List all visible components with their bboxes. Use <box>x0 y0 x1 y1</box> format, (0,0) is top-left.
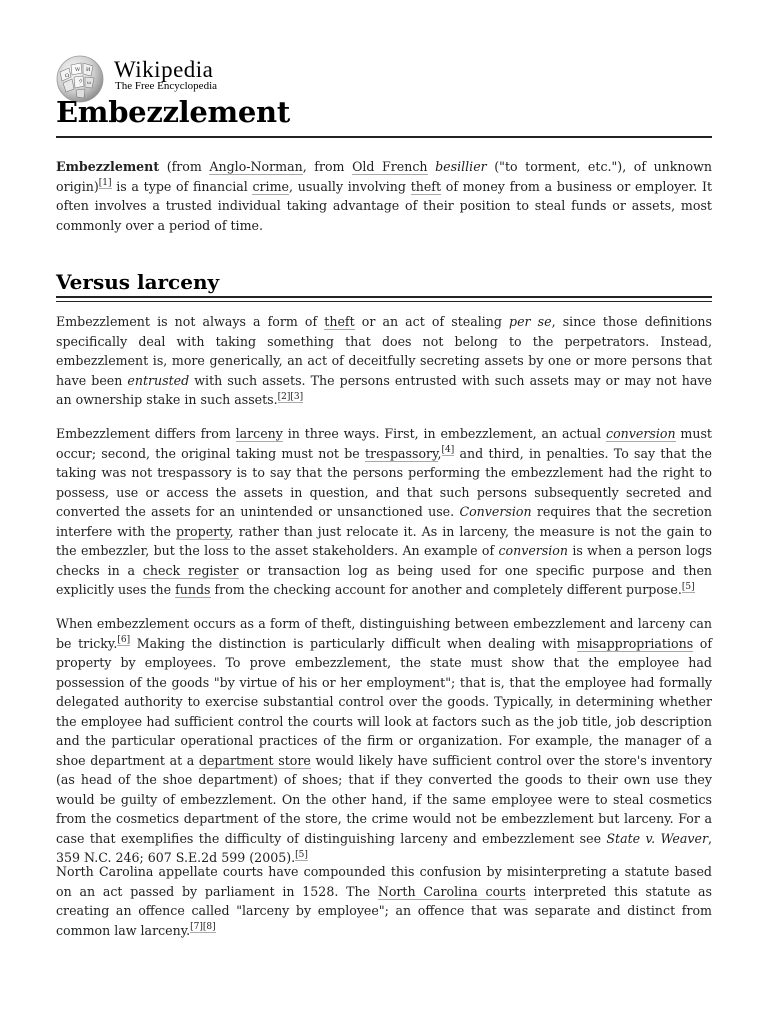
text-run: of property by employees. To prove embezzlement, the state must show that the employee had possession of the goods "by virtue of his or her employment"; that is, that the employee had formally delegated authority to exercise substantial control over the goods. Typically, in determining whether the employee had sufficient control the courts will look at factors such as the job title, job description and the particular operational practices of the firm or organization. For example, the manager of a shoe department at a <box>56 635 713 768</box>
svg-text:И: И <box>86 67 91 73</box>
paragraph-3 <box>56 614 712 868</box>
text-run: (from <box>159 159 210 174</box>
citation-3[interactable] <box>290 392 303 403</box>
link-conversion[interactable]: conversion <box>606 426 676 441</box>
text-run: requires that the secretion interfere with the <box>56 504 712 539</box>
text-run: ("to torment, etc."), of unknown origin) <box>56 159 713 194</box>
italic-term: entrusted <box>127 372 190 388</box>
svg-text:Ω: Ω <box>65 73 70 79</box>
text-run <box>428 159 436 174</box>
link-crime[interactable]: crime <box>252 178 289 194</box>
section-underline-thin <box>56 301 712 302</box>
wikipedia-wordmark[interactable]: Wikipedia <box>114 57 214 82</box>
citation-1[interactable] <box>99 178 112 189</box>
text-run: Making the distinction is particularly difficult when dealing with <box>130 635 577 651</box>
citation-link[interactable]: [8] <box>202 922 216 933</box>
citation-link[interactable]: [6] <box>117 635 131 646</box>
italic-term: besillier <box>435 159 487 174</box>
link-anglo-norman[interactable]: Anglo-Norman <box>209 159 303 174</box>
page-title: Embezzlement <box>56 95 290 129</box>
text-run: , since those definitions specifically deal with taking something that does not belong to the perpetrators. Instead, embezzlement is, more generically, an act of deceitfully secreting assets by one or more persons that have been <box>56 314 712 388</box>
section-underline <box>56 296 712 298</box>
citation-link[interactable]: [4] <box>441 445 455 456</box>
text-run: , from <box>302 159 353 174</box>
citation-link[interactable]: [5] <box>295 849 308 860</box>
text-run: must occur; second, the original taking must not be <box>56 426 712 461</box>
text-run: , rather than just relocate it. As in larceny, the measure is not the gain to the embezzler, but the loss to the asset stakeholders. An example of <box>56 523 713 558</box>
svg-text:ウ: ウ <box>78 79 84 85</box>
link-check-register[interactable]: check register <box>142 562 239 578</box>
link-old-french[interactable]: Old French <box>352 159 428 174</box>
link-department-store[interactable]: department store <box>198 752 311 768</box>
citation-7[interactable] <box>190 922 203 933</box>
text-run: North Carolina appellate courts have compounded this confusion by misinterpreting a statute based on an act passed by parliament in 1528. The <box>56 864 712 899</box>
text-run: or an act of stealing <box>354 314 510 329</box>
text-run: Embezzlement differs from <box>56 426 236 441</box>
text-run: or transaction log as being used for one specific purpose and then explicitly uses the <box>56 562 713 597</box>
link-property[interactable]: property <box>175 523 230 539</box>
text-run: Embezzlement is not always a form of <box>56 314 325 329</box>
citation-link[interactable]: [1] <box>98 178 112 189</box>
citation-2[interactable] <box>278 392 291 403</box>
paragraph-2 <box>56 424 712 600</box>
text-run: with such assets. The persons entrusted with such assets may or may not have an ownership stake in such assets. <box>56 372 712 407</box>
link-larceny[interactable]: larceny <box>235 426 283 441</box>
text-run: When embezzlement occurs as a form of theft, distinguishing between embezzlement and larceny can be tricky. <box>56 616 712 651</box>
title-underline <box>56 136 712 138</box>
text-run: would likely have sufficient control over the store's inventory (as head of the shoe department) of shoes; that if they converted the goods to their own use they would be guilty of embezzlement. On the other hand, if the same employee were to steal cosmetics from the cosmetics department of the store, the crime would not be embezzlement but larceny. For a case that exemplifies the difficulty of distinguishing larceny and embezzlement see <box>56 752 712 846</box>
intro-paragraph <box>56 157 712 235</box>
section-heading-versus-larceny: Versus larceny <box>56 270 220 294</box>
italic-term: Conversion <box>459 504 532 519</box>
text-run: , usually involving <box>288 178 411 194</box>
svg-text:ω: ω <box>87 80 92 86</box>
citation-link[interactable]: [5] <box>681 581 695 592</box>
text-run: in three ways. First, in embezzlement, an actual <box>282 426 607 441</box>
link-trespassory[interactable]: trespassory <box>364 445 438 461</box>
italic-term: per se <box>509 314 552 329</box>
link-north-carolina-courts[interactable]: North Carolina courts <box>377 883 526 899</box>
citation-4[interactable] <box>442 445 455 456</box>
paragraph-4 <box>56 862 712 940</box>
text-run: is when a person logs checks in a <box>56 543 712 578</box>
text-run: from the checking account for another and completely different purpose. <box>210 582 682 597</box>
text-run: interpreted this statute as creating an offence called "larceny by employee"; an offence that was separate and distinct from common law larceny. <box>56 883 713 938</box>
svg-text:W: W <box>75 67 81 73</box>
link-funds[interactable]: funds <box>175 582 211 597</box>
citation-5[interactable] <box>295 850 308 861</box>
link-theft[interactable]: theft <box>324 314 355 329</box>
citation-link[interactable]: [3] <box>290 391 304 402</box>
citation-6[interactable] <box>117 635 130 646</box>
wikipedia-tagline: The Free Encyclopedia <box>115 80 218 92</box>
text-run: , 359 N.C. 246; 607 S.E.2d 599 (2005). <box>56 830 712 865</box>
intro-bold-term: Embezzlement <box>56 159 160 174</box>
citation-link[interactable]: [2] <box>277 391 291 402</box>
paragraph-1 <box>56 312 712 410</box>
italic-term: conversion <box>498 543 568 558</box>
text-run: of money from a business or employer. It often involves a trusted individual taking advantage of their position to steal funds or assets, most commonly over a period of time. <box>56 178 713 233</box>
link-theft[interactable]: theft <box>410 178 442 194</box>
link-misappropriations[interactable]: misappropriations <box>576 635 694 651</box>
italic-case-name: State v. Weaver <box>606 830 708 846</box>
citation-link[interactable]: [7] <box>190 922 203 933</box>
citation-8[interactable] <box>203 922 216 933</box>
citation-5[interactable] <box>682 582 695 593</box>
text-run: is a type of financial <box>111 178 253 194</box>
text-run: , <box>437 445 442 461</box>
text-run: and third, in penalties. To say that the taking was not trespassory is to say that the persons performing the embezzlement had the right to possess, use or access the assets in question, and that such persons subsequently secreted and converted the assets for an unintended or unsanctioned use. <box>56 445 712 519</box>
